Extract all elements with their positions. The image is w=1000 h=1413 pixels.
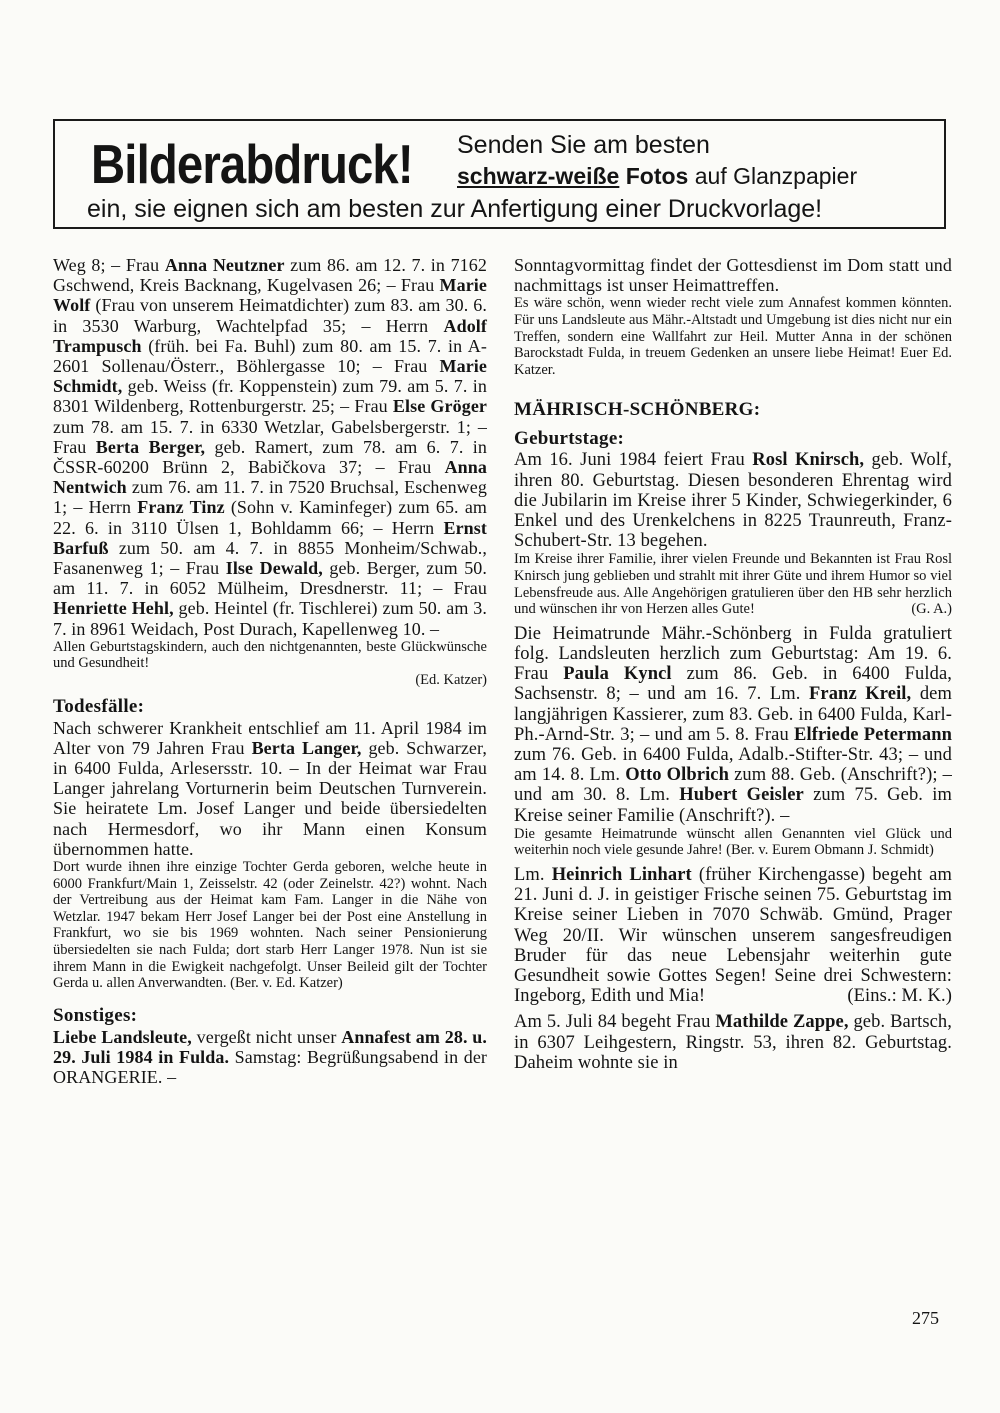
obituary-details: Dort wurde ihnen ihre einzige Tochter Gerda geboren, welche heute in 6000 Frankfurt/Main 1, Zeisselstr. 42 (oder Zeinelstr. 42?) wohnt. Nach der Vertreibung aus der Heimat kam Fam. Langer in die Nähe von Wetzlar. 1947 bekam Herr Josef Langer bei der Post eine Anstellung in Frankfurt, wo sie bis 1969 wohnten. Nach seiner Pensionierung übersiedelten sie nach Fulda; dort starb Herr Langer 1978. Nun ist sie ihrem Mann in die Ewigkeit nachgefolgt. Unser Beileid gilt der Tochter Gerda u. allen Anverwandten. (Ber. v. Ed. Katzer)	[53, 859, 487, 992]
knirsch-birthday-paragraph: Am 16. Juni 1984 feiert Frau Rosl Knirsch, geb. Wolf, ihren 80. Geburtstag. Diesen besonderen Ehrentag wird die Jubilarin im Kreise ihrer 5 Kinder, Schwiegerkinder, 6 Enkel und des Urenkelchens in 8225 Traunreuth, Franz-Schubert-Str. 13 begehen.	[514, 450, 952, 552]
photo-notice-box	[53, 119, 946, 229]
heading-sonstiges: Sonstiges:	[53, 1004, 138, 1026]
heading-maehrisch-schoenberg: MÄHRISCH-SCHÖNBERG:	[514, 399, 761, 421]
heimatrunde-paragraph: Die Heimatrunde Mähr.-Schönberg in Fulda gratuliert folg. Landsleuten herzlich zum Geburtstag: Am 19. 6. Frau Paula Kyncl zum 86. Geb. in 6400 Fulda, Sachsenstr. 8; – und am 16. 7. Lm. Franz Kreil, dem langjährigen Kassierer, zum 83. Geb. in 6400 Fulda, Karl-Ph.-Arnd-Str. 3; – und am 5. 8. Frau Elfriede Petermann zum 76. Geb. in 6400 Fulda, Adalb.-Stifter-Str. 43; – und am 14. 8. Lm. Otto Olbrich zum 88. Geb. (Anschrift?); – und am 30. 8. Lm. Hubert Geisler zum 75. Geb. im Kreise seiner Familie (Anschrift?). –	[514, 623, 953, 826]
linhart-paragraph: Lm. Heinrich Linhart (früher Kirchengasse) begeht am 21. Juni d. J. in geistiger Frische seinen 75. Geburtstag im Kreise seiner Lieben in 7070 Schwäb. Gmünd, Prager Weg 20/II. Wir wünschen unserem sangesfreudigen Bruder für das neue Lebensjahr weiterhin gute Gesundheit sowie Gottes Segen! Seine drei Schwestern: Ingeborg, Edith und Mia! (Eins.: M. K.)	[514, 864, 952, 1007]
notice-line-2	[457, 165, 857, 188]
notice-line-2-rest: auf Glanzpapier	[688, 163, 858, 189]
birthday-list-paragraph: Weg 8; – Frau Anna Neutzner zum 86. am 12. 7. in 7162 Gschwend, Kreis Backnang, Kugelvasen 26; – Frau Marie Wolf (Frau von unserem Heimatdichter) zum 83. am 30. 6. in 3530 Warburg, Wachtelpfad 35; – Herrn Adolf Trampusch (früh. bei Fa. Buhl) zum 80. am 15. 7. in A-2601 Sollenau/Österr., Böhlergasse 10; – Frau Marie Schmidt, geb. Weiss (fr. Koppenstein) zum 79. am 5. 7. in 8301 Wildenberg, Rottenburgerstr. 25; – Frau Else Gröger zum 78. am 15. 7. in 6330 Wetzlar, Gabelsbergerstr. 1; – Frau Berta Berger, geb. Ramert, zum 78. am 6. 7. in ČSSR-60200 Brünn 2, Babičkova 37; – Frau Anna Nentwich zum 76. am 11. 7. in 7520 Bruchsal, Eschenweg 1; – Herrn Franz Tinz (Sohn v. Kaminfeger) zum 65. am 22. 6. in 3110 Ülsen 1, Bohldamm 66; – Herrn Ernst Barfuß zum 50. am 4. 7. in 8855 Monheim/Schwab., Fasanenweg 1; – Frau Ilse Dewald, geb. Berger, zum 50. am 11. 7. in 6052 Mülheim, Dresdnerstr. 11; – Frau Henriette Hehl, geb. Heintel (fr. Tischlerei) zum 50. am 3. 7. in 8961 Weidach, Post Durach, Kapellenweg 10. –	[53, 255, 488, 639]
annafest-paragraph: Liebe Landsleute, vergeßt nicht unser Annafest am 28. u. 29. Juli 1984 in Fulda. Samstag: Begrüßungsabend in der ORANGERIE. –	[53, 1026, 488, 1088]
notice-line-3: ein, sie eignen sich am besten zur Anfertigung einer Druckvorlage!	[87, 195, 823, 223]
linhart-signature: (Eins.: M. K.)	[847, 986, 952, 1007]
heading-geburtstage: Geburtstage:	[514, 428, 625, 450]
birthday-greeting: Allen Geburtstagskindern, auch den nichtgenannten, beste Glückwünsche und Gesundheit!	[53, 638, 487, 672]
knirsch-greeting: Im Kreise ihrer Familie, ihrer vielen Freunde und Bekannten ist Frau Rosl Knirsch jung geblieben und strahlt mit ihrer Güte und ihrem Humor so viel Lebensfreude aus. Alle Angehörigen gratulieren über den HB sehr herzlich und wünschen ihr von Herzen alles Gute! (G. A.)	[514, 551, 952, 618]
annafest-invitation: Es wäre schön, wenn wieder recht viele zum Annafest kommen könnten. Für uns Landsleute aus Mähr.-Altstadt und Umgebung ist dies nicht nur ein Treffen, sondern eine Wallfahrt zur Heil. Mutter Anna in der schönen Barockstadt Fulda, in treuem Gedenken an unsere liebe Heimat! Euer Ed. Katzer.	[514, 295, 952, 378]
right-column	[514, 255, 952, 1073]
heading-todesfaelle: Todesfälle:	[53, 695, 145, 717]
notice-headline: Bilderabdruck!	[91, 133, 413, 195]
obituary-paragraph: Nach schwerer Krankheit entschlief am 11. April 1984 im Alter von 79 Jahren Frau Berta Langer, geb. Schwarzer, in 6400 Fulda, Arlesersstr. 10. – In der Heimat war Frau Langer jahrelang Vorturnerin beim Deutschen Turnverein. Sie heiratete Lm. Josef Langer und beide übersiedelten nach Hermesdorf, wo ihr Mann einen Konsum übernommen hatte.	[53, 717, 487, 859]
notice-underlined-term: schwarz-weiße	[457, 163, 620, 189]
notice-line-1: Senden Sie am besten	[457, 131, 710, 159]
heimatrunde-wishes: Die gesamte Heimatrunde wünscht allen Genannten viel Glück und weiterhin noch viele gesunde Jahre! (Ber. v. Eurem Obmann J. Schmidt)	[514, 825, 952, 859]
notice-bold-term: Fotos	[619, 163, 689, 189]
left-column	[53, 255, 487, 1087]
page-number: 275	[912, 1308, 939, 1328]
zappe-paragraph: Am 5. Juli 84 begeht Frau Mathilde Zappe, geb. Bartsch, in 6307 Leihgestern, Ringstr. 53, ihren 82. Geburtstag. Daheim wohnte sie in	[514, 1012, 953, 1073]
service-paragraph: Sonntagvormittag findet der Gottesdienst im Dom statt und nachmittags ist unser Heimattreffen.	[514, 255, 952, 296]
birthday-greeting-signature: (Ed. Katzer)	[415, 672, 487, 689]
knirsch-greeting-signature: (G. A.)	[911, 601, 952, 618]
